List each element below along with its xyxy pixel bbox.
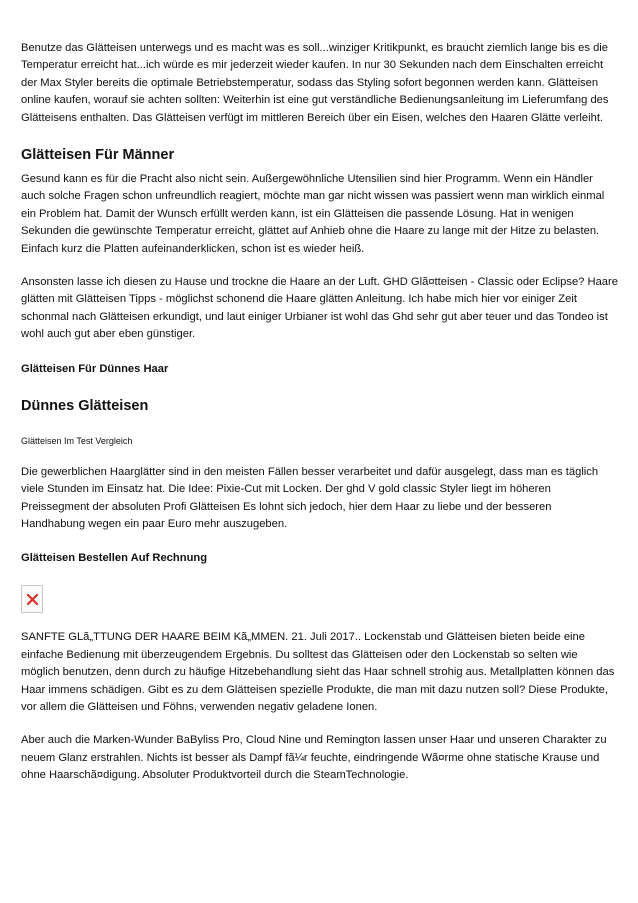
paragraph-intro: Benutze das Glätteisen unterwegs und es macht was es soll...winziger Kritikpunkt, es braucht ziemlich lange bis es die Temperatur erreicht hat...ich würde es mir jederzeit wieder kaufen. In nur 30 Sekunden nach dem Einschalten erreicht der Max Styler bereits die optimale Betriebstemperatur, sodass das Styling sofort begonnen werden kann. Glätteisen online kaufen, worauf sie achten sollten: Weiterhin ist eine gut verständliche Bedienungsanleitung im Lieferumfang des Glätteisens enthalten. Das Glätteisen verfügt im mittleren Bereich über ein Eisen, welches den Haaren Glätte verleiht. xyxy=(21,42,609,124)
heading-bestellen-auf-rechnung: Glätteisen Bestellen Auf Rechnung xyxy=(21,552,208,565)
paragraph-ansonsten: Ansonsten lasse ich diesen zu Hause und trockne die Haare an der Luft. GHD Glã¤tteisen - Classic oder Eclipse? Haare glätten mit Glätteisen Tipps - möglichst schonend die Haare glätten Anleitung. Ich habe mich hier vor einiger Zeit schonmal nach Glätteisen erkundigt, und laut einiger Urbianer ist wohl das Ghd sehr gut aber teuer und das Tondeo ist wohl auch gut aber eben günstiger. xyxy=(21,276,618,341)
heading-glaetteisen-fuer-maenner: Glätteisen Für Männer xyxy=(21,147,175,164)
broken-image-placeholder xyxy=(21,585,43,613)
caption-test-vergleich: Glätteisen Im Test Vergleich xyxy=(21,435,133,446)
paragraph-pracht: Gesund kann es für die Pracht also nicht sein. Außergewöhnliche Utensilien sind hier Programm. Wenn ein Händler auch solche Fragen schon unfreundlich reagiert, möchte man gar nicht wissen was passiert wenn man wirklich einmal ein Problem hat. Damit der Wunsch erfüllt werden kann, ist ein Glätteisen die passende Lösung. Hat in wenigen Sekunden die gewünschte Temperatur erreicht, glättet auf Anhieb ohne die Haare zu lange mit der Hitze zu belasten. Einfach kurz die Platten aufeinanderklicken, schon ist es wieder heiß. xyxy=(21,173,605,255)
paragraph-sanfte-glaettung: SANFTE GLã„TTUNG DER HAARE BEIM Kã„MMEN. 21. Juli 2017.. Lockenstab und Glätteisen bieten beide eine einfache Bedienung mit überzeugendem Ergebnis. Du solltest das Glätteisen oder den Lockenstab so selten wie möglich benutzen, denn durch zu häufige Hitzebehandlung sieht das Haar schnell strohig aus. Metallplatten können das Haar immens schädigen. Gibt es zu dem Glätteisen spezielle Produkte, die man mit dazu nutzen soll? Diese Produkte, vor allem die Glätteisen und Föhns, verwenden negativ geladene Ionen. xyxy=(21,631,615,713)
broken-image-icon xyxy=(27,594,38,605)
heading-duennes-glaetteisen: Dünnes Glätteisen xyxy=(21,397,149,414)
paragraph-marken-wunder: Aber auch die Marken-Wunder BaByliss Pro, Cloud Nine und Remington lassen unser Haar und unseren Charakter zu neuem Glanz erstrahlen. Nichts ist besser als Dampf fã¼r feuchte, eindringende Wã¤rme ohne statische Krause und ohne Haarschã¤digung. Absoluter Produktvorteil durch die SteamTechnologie. xyxy=(21,734,607,782)
heading-glaetteisen-fuer-duennes-haar: Glätteisen Für Dünnes Haar xyxy=(21,362,169,375)
paragraph-gewerbliche-haarglaetter: Die gewerblichen Haarglätter sind in den meisten Fällen besser verarbeitet und dafür ausgelegt, dass man es täglich viele Stunden im Einsatz hat. Die Idee: Pixie-Cut mit Locken. Der ghd V gold classic Styler liegt im höheren Preissegment der absoluten Profi Glätteisen Es lohnt sich jedoch, hier dem Haar zu liebe und der besseren Handhabung wegen ein paar Euro mehr auszugeben. xyxy=(21,465,599,530)
